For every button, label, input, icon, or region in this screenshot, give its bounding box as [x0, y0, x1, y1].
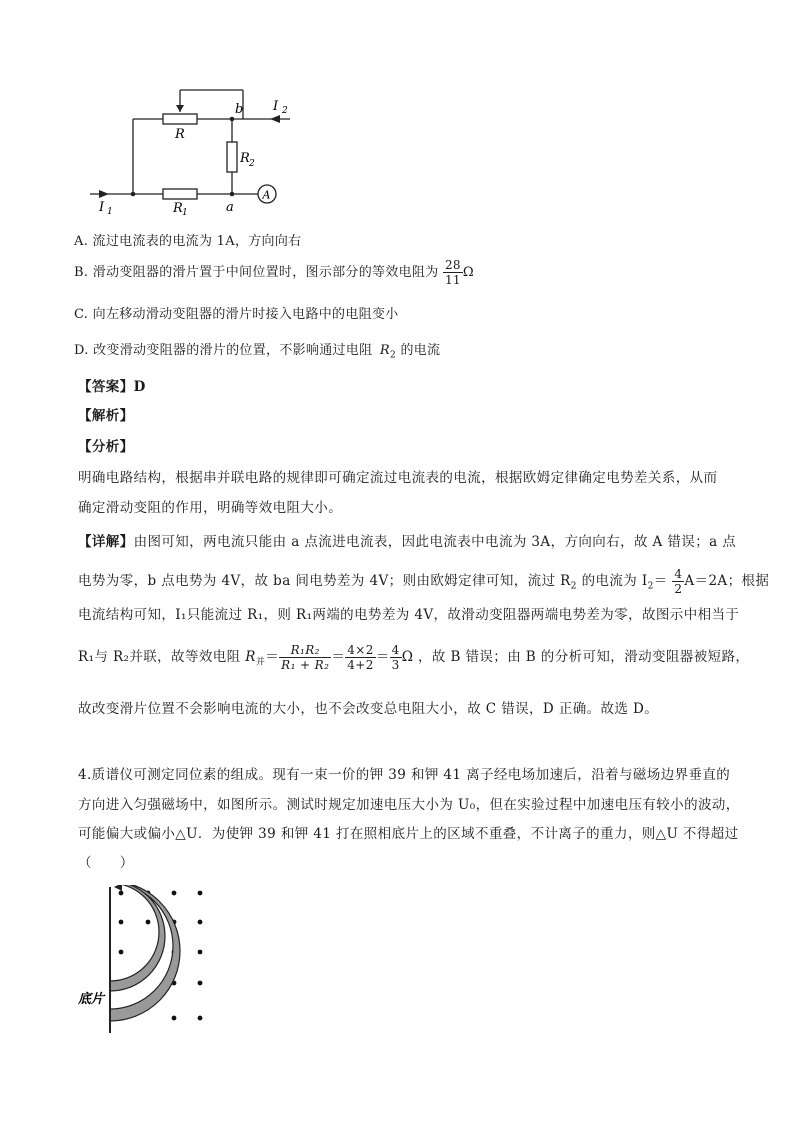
option-a: A. 流过电流表的电流为 1A，方向向右 — [74, 234, 302, 249]
label-I1: I — [99, 200, 105, 215]
detail-line2: 电势为零，b 点电势为 4V，故 ba 间电势差为 4V；则由欧姆定律可知，流过 $R_2$ 的电流为 $I_2=$ $\frac{4}{2}$ A＝2A；根据 — [78, 567, 770, 596]
resistor-R2 — [227, 142, 237, 172]
equiv-fraction-2: $\frac{4\times 2}{4+2}$ — [347, 643, 374, 672]
detail-line5: 故改变滑片位置不会影响电流的大小，也不会改变总电阻大小，故 C 错误，D 正确。故选 D。 — [78, 701, 659, 717]
ammeter-label: A — [262, 188, 271, 202]
option-b: B. 滑动变阻器的滑片置于中间位置时，图示部分的等效电阻为 $\frac{28}{11}$ Ω — [74, 258, 474, 287]
svg-text:2: 2 — [282, 106, 288, 116]
current-fraction: $\frac{4}{2}$ — [674, 567, 683, 596]
equiv-fraction-1: $\frac{\text{R₁R₂}}{\text{R₁ + R₂}}$ — [281, 643, 330, 672]
svg-text:1: 1 — [182, 208, 188, 218]
detail-line1: 【详解】由图可知，两电流只能由 a 点流进电流表，因此电流表中电流为 3A，方向向右，故 A 错误；a 点 — [78, 534, 737, 550]
q4-line3: 可能偏大或偏小△U．为使钾 39 和钾 41 打在照相底片上的区域不重叠，不计离子的重力，则△U 不得超过 — [78, 826, 739, 842]
answer: 【答案】D — [78, 379, 146, 395]
q4-line1: 4.质谱仪可测定同位素的组成。现有一束一价的钾 39 和钾 41 离子经电场加速后，沿着与磁场边界垂直的 — [78, 767, 731, 783]
detail-line3: 电流结构可知，I₁只能流过 R₁，则 R₁两端的电势差为 4V，故滑动变阻器两端电势差为零，故图示中相当于 — [78, 607, 740, 623]
detail-tag: 【详解】 — [78, 534, 134, 550]
option-d: D. 改变滑动变阻器的滑片的位置，不影响通过电阻 $R_2$ 的电流 — [74, 343, 441, 361]
q4-line4: （ ） — [78, 855, 134, 871]
resistor-R1 — [163, 189, 197, 199]
label-R2: R — [240, 151, 250, 166]
detail-line4: R₁与 R₂并联，故等效电阻 $R_并=$ $\frac{\text{R₁R₂}}{\text{R₁ + R₂}}$ ＝ $\frac{4\times 2}{4+2}$ ＝ $\frac{4}{3}$ Ω ，故 B 错误；由 B 的分析可知，滑动变阻器被短路， — [78, 643, 750, 672]
mass-spectrometer-figure — [78, 885, 218, 1035]
svg-text:1: 1 — [107, 207, 113, 217]
resistor-R — [163, 114, 197, 124]
q4-line2: 方向进入匀强磁场中，如图所示。测试时规定加速电压大小为 U₀，但在实验过程中加速电压有较小的波动， — [78, 797, 740, 813]
option-c: C. 向左移动滑动变阻器的滑片时接入电路中的电阻变小 — [74, 307, 399, 322]
label-I2: I — [273, 99, 279, 114]
analysis-heading: 【解析】 — [78, 408, 134, 424]
label-R: R — [175, 127, 185, 142]
equiv-fraction-3: $\frac{4}{3}$ — [391, 643, 400, 672]
svg-text:2: 2 — [249, 159, 255, 169]
fenxi-line2: 确定滑动变阻的作用，明确等效电阻大小。 — [78, 500, 343, 516]
option-b-fraction: $\frac{28}{11}$ — [444, 258, 461, 287]
label-R1: R — [173, 201, 183, 216]
fenxi-heading: 【分析】 — [78, 439, 134, 455]
label-a: a — [226, 200, 234, 215]
circuit-diagram — [85, 80, 295, 220]
fenxi-line1: 明确电路结构，根据串并联电路的规律即可确定流过电流表的电流，根据欧姆定律确定电势差关系，从而 — [78, 470, 718, 486]
label-b: b — [235, 102, 244, 117]
film-label: 底片 — [78, 992, 105, 1007]
